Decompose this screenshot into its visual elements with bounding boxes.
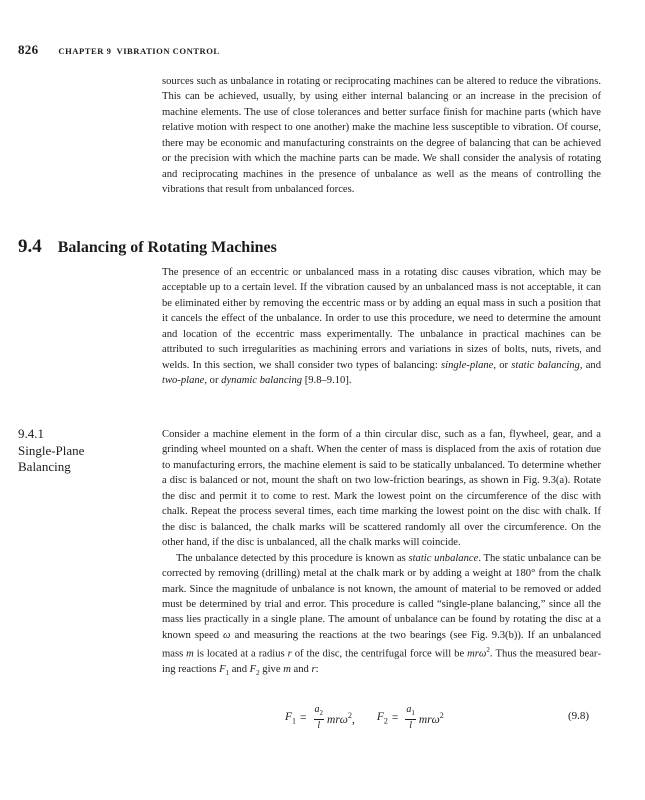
section-heading — [18, 236, 277, 258]
eq-rhs-2: mrω$^2$ — [418, 710, 444, 726]
term-static-unbalance: static unbalance — [408, 552, 479, 564]
eq-equals-2: = — [391, 712, 399, 724]
eq-fraction-1: $\frac{a_2}{l}$ — [314, 704, 324, 731]
subsection-title-line2: Balancing — [18, 459, 71, 474]
eq-equals-1: = — [300, 712, 307, 724]
section-number: 9.4 — [18, 236, 42, 257]
subsection-number: 9.4.1 — [18, 426, 44, 441]
equation-9-8 — [285, 704, 444, 732]
equation-number: (9.8) — [568, 710, 590, 722]
eq-lhs-f1: $F_1$ — [285, 710, 297, 726]
term-single-plane: single-plane — [441, 359, 494, 371]
section-title: Balancing of Rotating Machines — [57, 239, 277, 256]
subsection-title-line1: Single-Plane — [18, 442, 85, 458]
term-static-balancing: static balancing — [511, 359, 580, 371]
running-head: CHAPTER 9 VIBRATION CONTROL — [58, 46, 220, 56]
subsection-heading — [18, 426, 143, 476]
section-text-block — [162, 265, 601, 389]
subsection-paragraph-2: The unbalance detected by this procedure is known as static unbalance. The static unbalance can be corrected by removing (drilling) metal at the chalk mark or by adding a weight at 180° from the chalk mark. Since the magnitude of unbalance is not known, the amount of material to be removed or added must be determined by trial and error. This procedure is called “single-plane balancing,” since all the mass lies practically in a single plane. The amount of unbalance can be found by rotating the disc at a known speed ω and measuring the reactions at the two bearings (see Fig. 9.3(b)). If an unbalanced mass m is located at a radius r of the disc, the centrifugal force will be mrω$^2$. Thus the measured bearing reactions $F_1$ and $F_2$ give m and r: — [162, 552, 602, 678]
subsection-text-block — [162, 427, 601, 682]
term-two-plane: two-plane — [162, 375, 205, 387]
subsection-paragraph-1: Consider a machine element in the form of a thin circular disc, such as a fan, flywheel, gear, and a grinding wheel mounted on a shaft. When the center of mass is displaced from the axis of rotation due to manufacturing errors, the machine element is said to be statically unbalanced. To determine whether a disc is balanced or not, mount the shaft on two low-friction bearings, as shown in Fig. 9.3(a). Rotate the disc and permit it to come to rest. Mark the lowest point on the circumference of the disc with chalk. Repeat the process several times, each time marking the lowest point on the disc with chalk. If the disc is balanced, the chalk marks will be scattered randomly all over the circumference. On the other hand, if the disc is unbalanced, all the chalk marks will coincide. — [162, 429, 601, 549]
section-paragraph: The presence of an eccentric or unbalanced mass in a rotating disc causes vibration, which may be acceptable up to a certain level. If the vibration caused by an unbalanced mass is not acceptable, it can be eliminated either by removing the eccentric mass or by adding an equal mass in such a position that it cancels the effect of the unbalance. In order to use this procedure, we need to determine the amount and location of the eccentric mass experimentally. The unbalance in practical machines can be attributed to such irregularities as machining errors and variations in sizes of bolts, nuts, rivets, and welds. In this section, we shall consider two types of balancing: single-plane, or static balancing, and two-plane, or dynamic balancing [9.8–9.10]. — [162, 267, 602, 387]
eq-lhs-f2: $F_2$ — [376, 710, 388, 726]
page-number: 826 — [18, 42, 39, 57]
term-dynamic-balancing: dynamic balancing — [221, 375, 303, 387]
page-header — [18, 42, 220, 58]
intro-paragraph: sources such as unbalance in rotating or reciprocating machines can be altered to reduce the vibrations. This can be achieved, usually, by using either internal balancing or an increase in the precision of machine elements. The use of close tolerances and better surface finish for machine parts (which have relative motion with respect to one another) make the machine less susceptible to vibration. Of course, there may be economic and manufacturing constraints on the degree of balancing that can be achieved or the precision with which the machine parts can be made. We shall consider the analysis of rotating and reciprocating machines in the presence of unbalance as well as the means of controlling the vibrations that result from unbalanced forces. — [162, 76, 601, 196]
intro-text-block — [162, 74, 601, 198]
eq-fraction-2: $\frac{a_1}{l}$ — [406, 704, 415, 731]
eq-rhs-1: mrω$^2$, — [327, 710, 355, 726]
